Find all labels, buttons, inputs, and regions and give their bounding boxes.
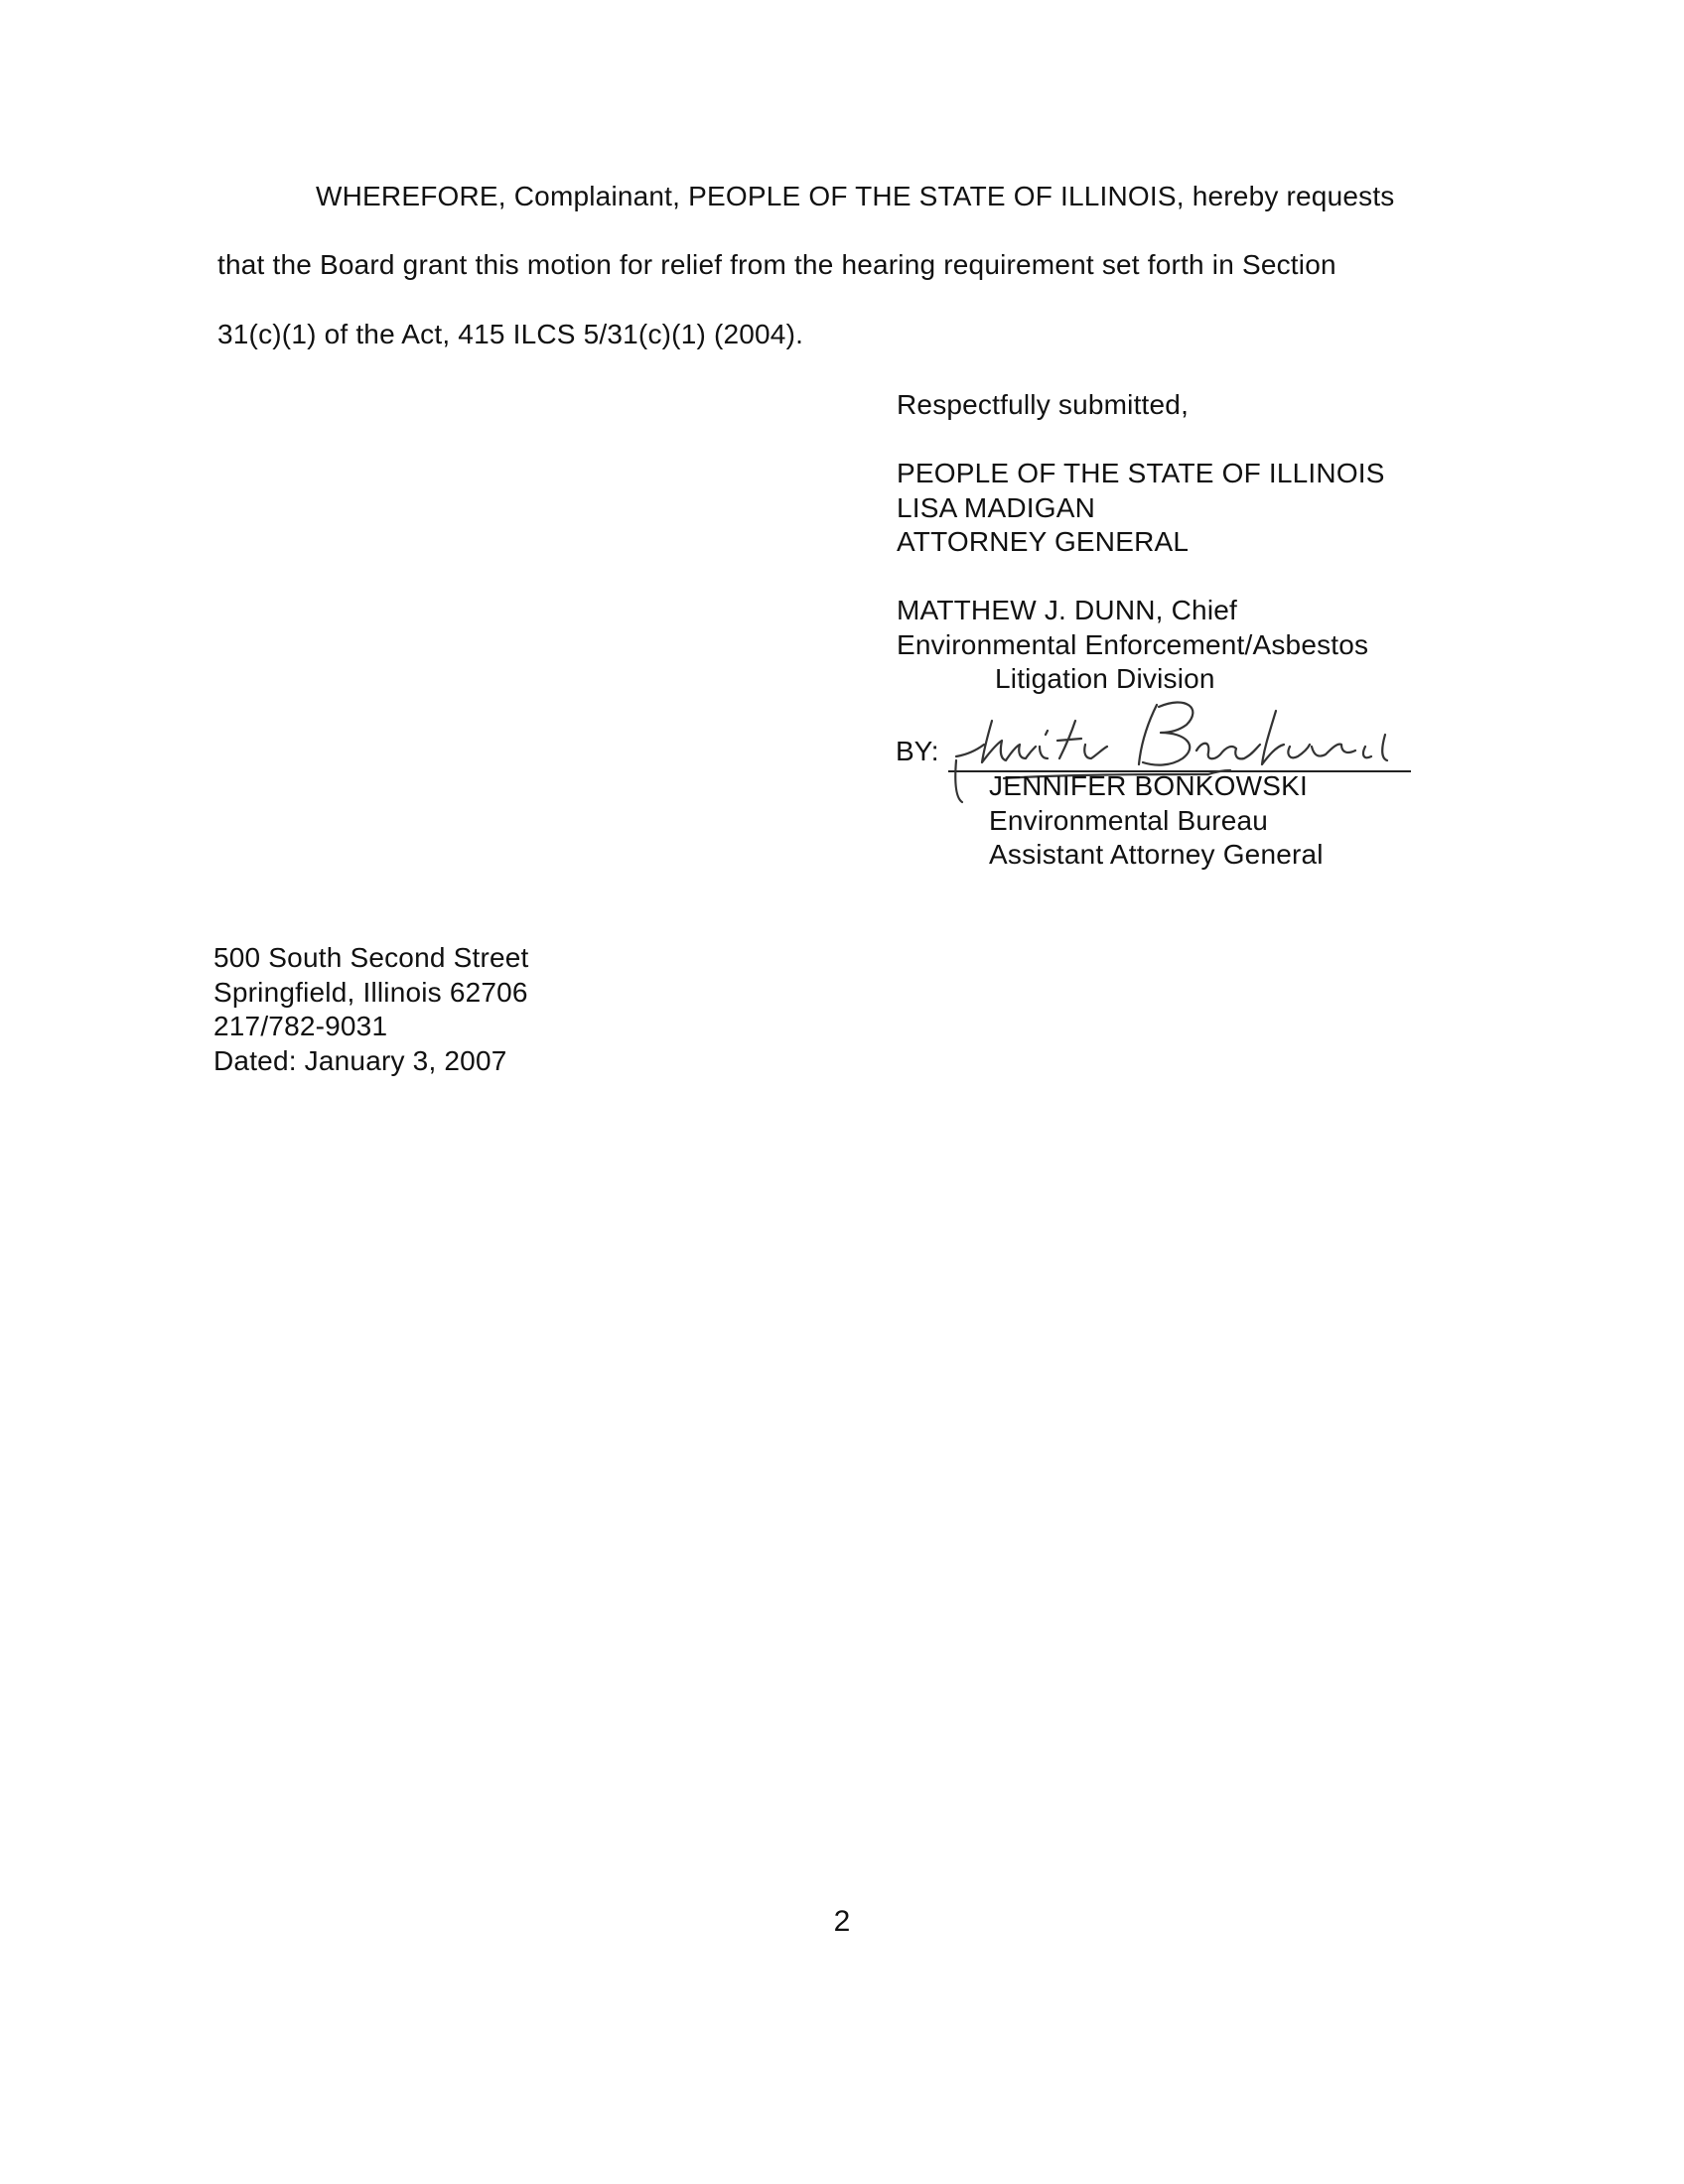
signer-block	[989, 769, 1324, 873]
closing-text: Respectfully submitted,	[897, 389, 1190, 420]
signer-unit: Environmental Bureau	[989, 804, 1269, 836]
signature-by-label: BY:	[896, 736, 939, 766]
address-phone: 217/782-9031	[213, 1011, 388, 1041]
body-line-1: WHEREFORE, Complainant, PEOPLE OF THE STATE OF ILLINOIS, hereby requests	[316, 181, 1395, 211]
attorney-name: LISA MADIGAN	[897, 491, 1096, 523]
address-block	[213, 941, 529, 1078]
attorney-title: ATTORNEY GENERAL	[897, 526, 1190, 557]
division-unit-line1: Environmental Enforcement/Asbestos	[897, 628, 1369, 660]
division-unit-line2: Litigation Division	[995, 663, 1215, 694]
body-line-2: that the Board grant this motion for relief from the hearing requirement set forth in Section	[217, 249, 1336, 280]
address-dated: Dated: January 3, 2007	[213, 1044, 507, 1076]
address-city: Springfield, Illinois 62706	[213, 976, 528, 1008]
party-name: PEOPLE OF THE STATE OF ILLINOIS	[897, 458, 1385, 488]
page-number: 2	[833, 1905, 851, 1938]
body-line-3: 31(c)(1) of the Act, 415 ILCS 5/31(c)(1) (2004).	[217, 319, 804, 349]
signer-title: Assistant Attorney General	[989, 839, 1324, 870]
signer-name: JENNIFER BONKOWSKI	[989, 770, 1308, 801]
division-chief: MATTHEW J. DUNN, Chief	[897, 595, 1237, 625]
address-street: 500 South Second Street	[213, 942, 529, 973]
party-block	[897, 457, 1385, 560]
